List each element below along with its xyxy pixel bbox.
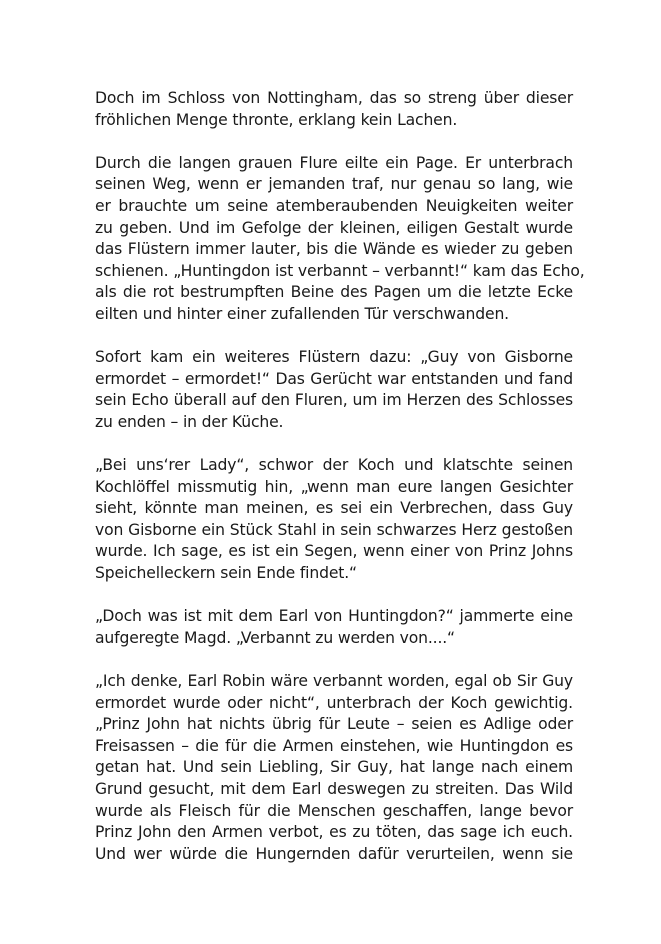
text-line: aufgeregte Magd. „Verbannt zu werden von....“ [95,628,455,647]
text-line: eilten und hinter einer zufallenden Tür verschwanden. [95,304,509,323]
text-line: seinen Weg, wenn er jemanden traf, nur genau so lang, wie [95,175,573,194]
text-line: Durch die langen grauen Flure eilte ein Page. Er unterbrach [95,153,573,172]
text-line: als die rot bestrumpften Beine des Pagen um die letzte Ecke [95,283,573,302]
text-line: Grund gesucht, mit dem Earl deswegen zu streiten. Das Wild [95,780,573,798]
text-line: fröhlichen Menge thronte, erklang kein Lachen. [95,110,458,129]
text-line: das Flüstern immer lauter, bis die Wände es wieder zu geben [95,240,573,259]
paragraph [95,606,573,649]
document-body [95,88,585,887]
text-line: Kochlöffel missmutig hin, „wenn man eure langen Gesichter [95,477,573,496]
paragraph [95,671,573,865]
text-line: Sofort kam ein weiteres Flüstern dazu: „Guy von Gisborne [95,348,573,367]
text-line: „Ich denke, Earl Robin wäre verbannt worden, egal ob Sir Guy [95,672,573,691]
paragraph [95,153,585,326]
text-line: „Prinz John hat nichts übrig für Leute – seien es Adlige oder [95,715,573,734]
paragraph [95,455,573,585]
text-line: ermordet – ermordet!“ Das Gerücht war entstanden und fand [95,369,573,388]
text-line: sieht, könnte man meinen, es sei ein Verbrechen, dass Guy [95,499,573,518]
text-line: schienen. „Huntingdon ist verbannt – verbannt!“ kam das Echo, [95,261,585,280]
text-line: er brauchte um seine atemberaubenden Neuigkeiten weiter [95,196,573,215]
text-line: von Gisborne ein Stück Stahl in sein schwarzes Herz gestoßen [95,520,573,539]
text-line: „Doch was ist mit dem Earl von Huntingdon?“ jammerte eine [95,607,573,626]
paragraph [95,347,573,433]
text-line: Und wer würde die Hungernden dafür verurteilen, wenn sie [95,844,573,863]
text-line: Speichelleckern sein Ende findet.“ [95,564,357,583]
text-line: wurde als Fleisch für die Menschen geschaffen, lange bevor [95,801,573,820]
text-line: Doch im Schloss von Nottingham, das so streng über dieser [95,89,573,107]
text-line: Freisassen – die für die Armen einstehen, wie Huntingdon es [95,736,573,755]
text-line: getan hat. Und sein Liebling, Sir Guy, hat lange nach einem [95,758,573,777]
text-line: ermordet wurde oder nicht“, unterbrach der Koch gewichtig. [95,693,573,712]
text-line: Prinz John den Armen verbot, es zu töten, das sage ich euch. [95,823,573,842]
paragraph [95,88,573,131]
text-line: wurde. Ich sage, es ist ein Segen, wenn einer von Prinz Johns [95,542,573,561]
text-line: zu enden – in der Küche. [95,412,284,431]
text-line: „Bei uns‘rer Lady“, schwor der Koch und klatschte seinen [95,456,573,475]
text-line: zu geben. Und im Gefolge der kleinen, eiligen Gestalt wurde [95,218,573,237]
text-line: sein Echo überall auf den Fluren, um im Herzen des Schlosses [95,391,573,410]
